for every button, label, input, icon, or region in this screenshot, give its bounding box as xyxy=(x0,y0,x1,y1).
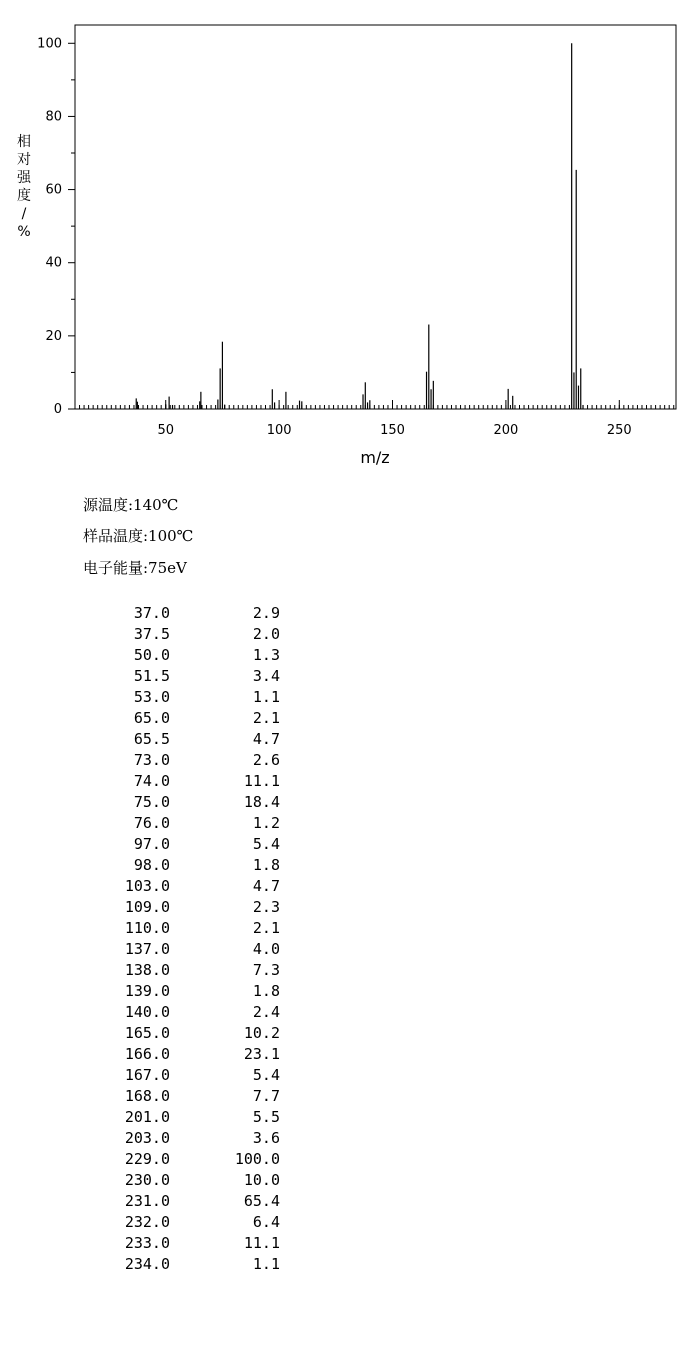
mz-value: 230.0 xyxy=(124,1171,170,1189)
mz-value: 165.0 xyxy=(124,1024,170,1042)
intensity-value: 1.3 xyxy=(252,646,280,664)
table-row xyxy=(90,1254,280,1275)
mz-value: 76.0 xyxy=(133,814,170,832)
table-row xyxy=(90,603,280,624)
table-row xyxy=(90,1233,280,1254)
table-row xyxy=(90,855,280,876)
intensity-value: 23.1 xyxy=(243,1045,280,1063)
intensity-value: 3.4 xyxy=(252,667,280,685)
table-row xyxy=(90,813,280,834)
mz-value: 229.0 xyxy=(124,1150,170,1168)
table-row xyxy=(90,1107,280,1128)
intensity-value: 2.3 xyxy=(252,898,280,916)
mz-value: 37.0 xyxy=(133,604,170,622)
intensity-value: 4.7 xyxy=(252,730,280,748)
table-row xyxy=(90,876,280,897)
intensity-value: 1.2 xyxy=(252,814,280,832)
mz-value: 232.0 xyxy=(124,1213,170,1231)
y-axis-label-char: 相 xyxy=(17,134,31,150)
table-row xyxy=(90,981,280,1002)
electron-energy: 电子能量:75eV xyxy=(83,559,187,577)
intensity-value: 4.7 xyxy=(252,877,280,895)
intensity-value: 2.1 xyxy=(252,709,280,727)
y-axis-label-char: 对 xyxy=(17,152,31,168)
mz-value: 168.0 xyxy=(124,1087,170,1105)
mz-value: 138.0 xyxy=(124,961,170,979)
table-row xyxy=(90,1023,280,1044)
intensity-value: 10.2 xyxy=(243,1024,280,1042)
y-tick-label: 0 xyxy=(53,402,62,417)
y-tick-label: 100 xyxy=(37,36,62,52)
sample-temperature: 样品温度:100℃ xyxy=(83,527,194,545)
intensity-value: 7.7 xyxy=(252,1087,280,1105)
peak-table xyxy=(90,603,280,1275)
table-row xyxy=(90,897,280,918)
table-row xyxy=(90,792,280,813)
mz-value: 167.0 xyxy=(124,1066,170,1084)
x-tick-label: 250 xyxy=(606,423,632,438)
mz-value: 139.0 xyxy=(124,982,170,1000)
table-row xyxy=(90,960,280,981)
table-row xyxy=(90,1086,280,1107)
y-axis-label-char: % xyxy=(17,224,31,240)
mz-value: 233.0 xyxy=(124,1234,170,1252)
mz-value: 231.0 xyxy=(124,1192,170,1210)
table-row xyxy=(90,1191,280,1212)
mz-value: 110.0 xyxy=(124,919,170,937)
intensity-value: 7.3 xyxy=(252,961,280,979)
x-tick-label: 50 xyxy=(157,423,174,438)
table-row xyxy=(90,1044,280,1065)
plot-frame xyxy=(75,25,676,409)
intensity-value: 4.0 xyxy=(252,940,280,958)
mz-value: 98.0 xyxy=(133,856,170,874)
mz-value: 50.0 xyxy=(133,646,170,664)
intensity-value: 1.8 xyxy=(252,856,280,874)
intensity-value: 100.0 xyxy=(234,1150,280,1168)
y-tick-label: 20 xyxy=(45,328,62,344)
mz-value: 203.0 xyxy=(124,1129,170,1147)
y-axis-label-char: / xyxy=(21,206,27,222)
intensity-value: 2.6 xyxy=(252,751,280,769)
intensity-value: 1.1 xyxy=(252,1255,280,1273)
table-row xyxy=(90,729,280,750)
y-tick-label: 40 xyxy=(45,255,62,271)
mz-value: 140.0 xyxy=(124,1003,170,1021)
mz-value: 73.0 xyxy=(133,751,170,769)
intensity-value: 11.1 xyxy=(243,1234,280,1252)
spectrum-bars xyxy=(136,43,583,409)
mz-value: 51.5 xyxy=(133,667,170,685)
mz-value: 201.0 xyxy=(124,1108,170,1126)
table-row xyxy=(90,645,280,666)
mz-value: 74.0 xyxy=(133,772,170,790)
table-row xyxy=(90,687,280,708)
intensity-value: 10.0 xyxy=(243,1171,280,1189)
source-temperature: 源温度:140℃ xyxy=(83,496,179,514)
mz-value: 137.0 xyxy=(124,940,170,958)
intensity-value: 3.6 xyxy=(252,1129,280,1147)
y-tick-label: 60 xyxy=(45,182,62,198)
table-row xyxy=(90,834,280,855)
table-row xyxy=(90,1128,280,1149)
x-tick-label: 200 xyxy=(493,423,519,438)
table-row xyxy=(90,1170,280,1191)
intensity-value: 6.4 xyxy=(252,1213,280,1231)
intensity-value: 1.8 xyxy=(252,982,280,1000)
mass-spectrum-chart xyxy=(0,0,687,480)
mz-value: 103.0 xyxy=(124,877,170,895)
intensity-value: 5.5 xyxy=(252,1108,280,1126)
table-row xyxy=(90,624,280,645)
mz-value: 65.5 xyxy=(133,730,170,748)
intensity-value: 5.4 xyxy=(252,1066,280,1084)
intensity-value: 2.9 xyxy=(252,604,280,622)
intensity-value: 11.1 xyxy=(243,772,280,790)
intensity-value: 65.4 xyxy=(243,1192,280,1210)
table-row xyxy=(90,1002,280,1023)
mz-value: 53.0 xyxy=(133,688,170,706)
x-minor-ticks xyxy=(75,405,674,409)
table-row xyxy=(90,666,280,687)
x-axis-label: m/z xyxy=(360,448,390,467)
intensity-value: 1.1 xyxy=(252,688,280,706)
y-axis-label-char: 强 xyxy=(17,170,31,186)
table-row xyxy=(90,1065,280,1086)
x-tick-label: 100 xyxy=(266,423,292,438)
y-axis-label-char: 度 xyxy=(17,188,31,204)
intensity-value: 2.4 xyxy=(252,1003,280,1021)
table-row xyxy=(90,918,280,939)
table-row xyxy=(90,939,280,960)
table-row xyxy=(90,750,280,771)
mz-value: 97.0 xyxy=(133,835,170,853)
y-tick-label: 80 xyxy=(45,109,62,125)
mz-value: 166.0 xyxy=(124,1045,170,1063)
table-row xyxy=(90,1149,280,1170)
mz-value: 37.5 xyxy=(133,625,170,643)
table-row xyxy=(90,1212,280,1233)
mz-value: 109.0 xyxy=(124,898,170,916)
x-tick-label: 150 xyxy=(380,423,405,438)
intensity-value: 5.4 xyxy=(252,835,280,853)
mz-value: 75.0 xyxy=(133,793,170,811)
mz-value: 65.0 xyxy=(133,709,170,727)
table-row xyxy=(90,708,280,729)
y-axis-label xyxy=(17,133,32,240)
y-axis-ticks xyxy=(37,36,75,417)
table-row xyxy=(90,771,280,792)
intensity-value: 2.1 xyxy=(252,919,280,937)
intensity-value: 2.0 xyxy=(252,625,280,643)
intensity-value: 18.4 xyxy=(243,793,280,811)
mz-value: 234.0 xyxy=(124,1255,170,1273)
